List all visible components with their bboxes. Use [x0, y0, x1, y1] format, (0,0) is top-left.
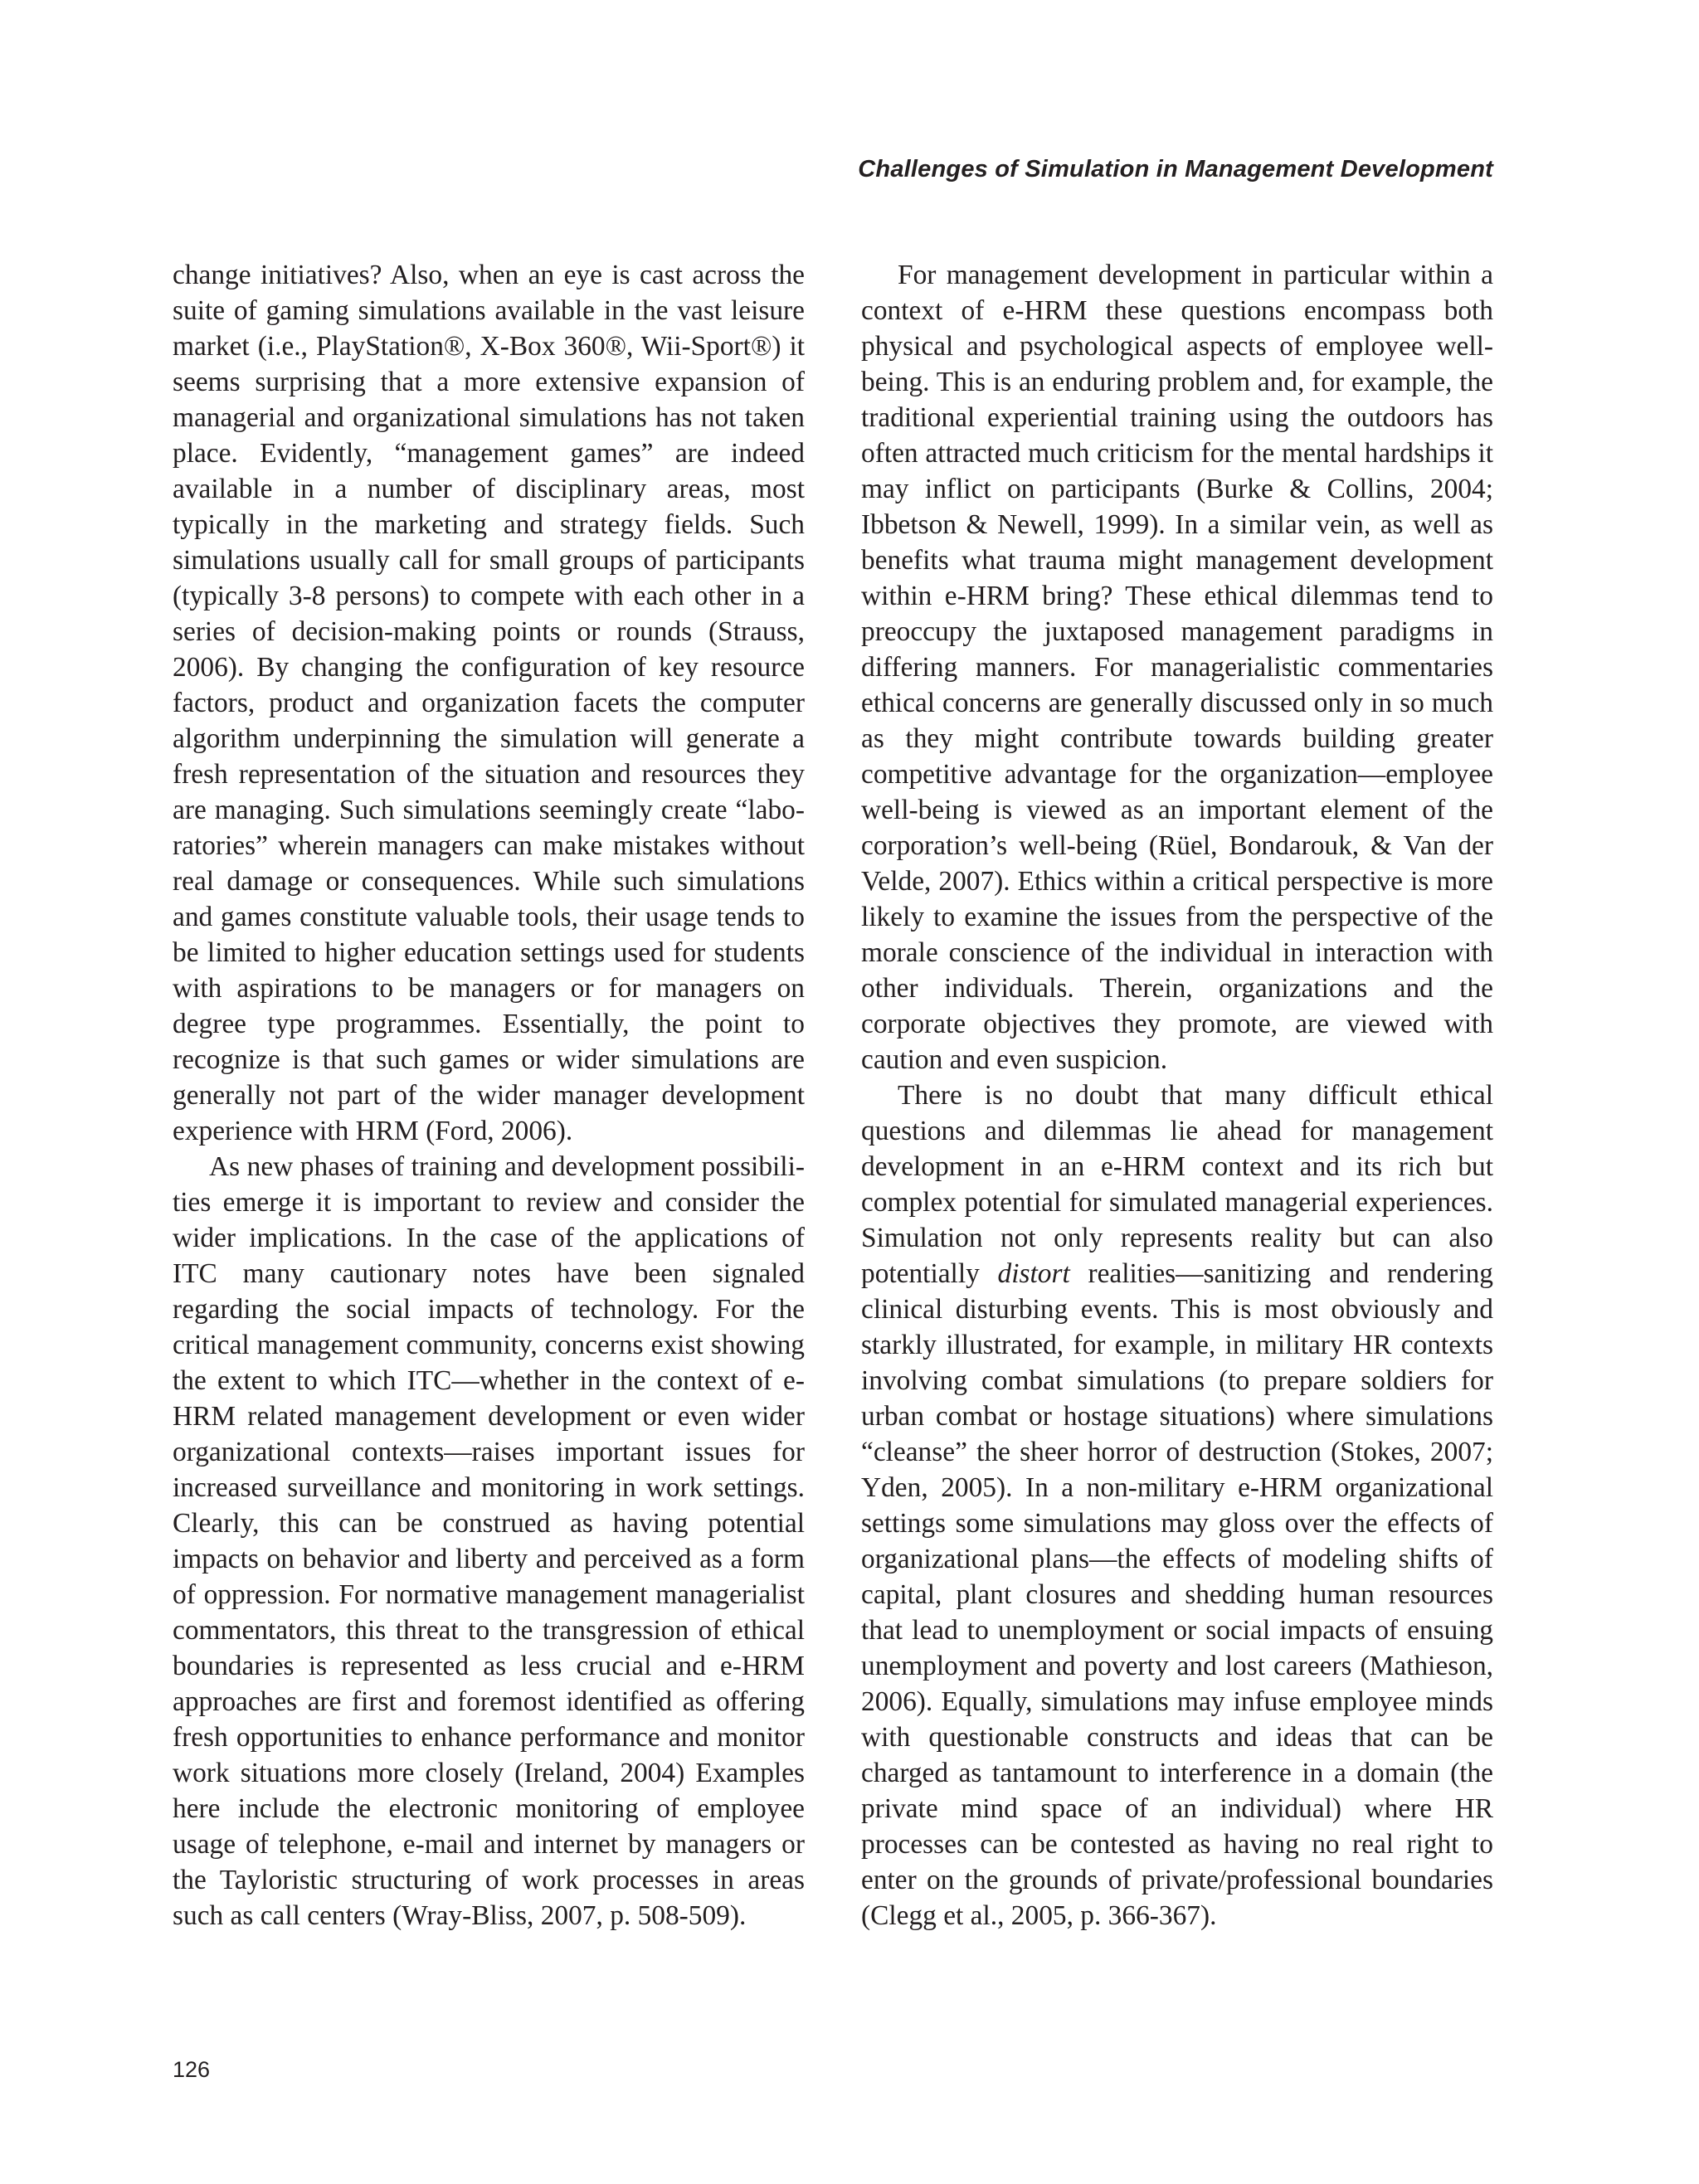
running-header-title: Challenges of Simulation in Management Development [858, 156, 1493, 182]
left-paragraph-2: As new phases of training and development possibilities emerge it is important to review and consider the wider implications. In the case of the applications of ITC many cautionary notes have been signaled regarding the social impacts of technology. For the critical management community, concerns exist showing the extent to which ITC—whether in the context of e-HRM related management development or even wider organizational contexts—raises important issues for increased surveillance and monitoring in work settings. Clearly, this can be construed as having potential impacts on behavior and liberty and perceived as a form of oppression. For normative management managerialist commentators, this threat to the transgression of ethical boundaries is represented as less crucial and e-HRM approaches are first and foremost identified as offering fresh opportunities to enhance performance and monitor work situations more closely (Ireland, 2004) Examples here include the electronic monitoring of employee usage of telephone, e-mail and internet by managers or the Tayloristic structuring of work processes in areas such as call centers (Wray-Bliss, 2007, p. 508-509). [173, 1151, 805, 1931]
right-paragraph-2-emphasis: distort [997, 1258, 1070, 1289]
right-paragraph-2-text-b: realities—sanitizing and rendering clinical disturbing events. This is most obviously and starkly illustrated, for example, in military HR contexts involving combat simulations (to prepare soldiers for urban combat or hostage situations) where simulations “cleanse” the sheer horror of destruction (Stokes, 2007; Yden, 2005). In a non-military e-HRM organizational settings some simulations may gloss over the effects of organizational plans—the effects of modeling shifts of capital, plant closures and shedding human resources that lead to unemployment or social impacts of ensuing unemployment and poverty and lost careers (Mathieson, 2006). Equally, simulations may infuse employee minds with questionable constructs and ideas that can be charged as tantamount to interference in a domain (the private mind space of an individual) where HR processes can be contested as having no real right to enter on the grounds of private/professional boundaries (Clegg et al., 2005, p. 366-367). [861, 1258, 1493, 1931]
right-paragraph-1: For management development in particular within a context of e-HRM these questions encompass both physical and psychological aspects of employee well-being. This is an enduring problem and, for example, the traditional experiential training using the outdoors has often attracted much criticism for the mental hardships it may inflict on participants (Burke & Collins, 2004; Ibbetson & Newell, 1999). In a similar vein, as well as benefits what trauma might management development within e-HRM bring? These ethical dilemmas tend to preoccupy the juxtaposed management paradigms in differing manners. For managerialistic commentaries ethical concerns are generally discussed only in so much as they might contribute towards building greater competitive advantage for the organization—employee well-being is viewed as an important element of the corporation’s well-being (Rüel, Bondarouk, & Van der Velde, 2007). Ethics within a critical perspective is more likely to examine the issues from the perspective of the morale conscience of the individual in interaction with other individuals. Therein, organizations and the corporate objectives they promote, are viewed with caution and even suspicion. [861, 260, 1493, 1075]
right-column [861, 257, 1493, 1933]
body-columns [173, 257, 1493, 1933]
right-paragraph-2-text-a: There is no doubt that many difficult ethical questions and dilemmas lie ahead for management development in an e-HRM context and its rich but complex potential for simulated managerial experiences. Simulation not only represents reality but can also potentially [861, 1080, 1493, 1289]
left-paragraph-1: change initiatives? Also, when an eye is cast across the suite of gaming simulations available in the vast leisure market (i.e., PlayStation®, X-Box 360®, Wii-Sport®) it seems surprising that a more extensive expansion of managerial and organizational simulations has not taken place. Evidently, “management games” are indeed available in a number of disciplinary areas, most typically in the marketing and strategy fields. Such simulations usually call for small groups of participants (typically 3-8 persons) to compete with each other in a series of decision-making points or rounds (Strauss, 2006). By changing the configuration of key resource factors, product and organization facets the computer algorithm underpinning the simulation will generate a fresh representation of the situation and resources they are managing. Such simulations seemingly create “laboratories” wherein managers can make mistakes without real damage or consequences. While such simulations and games constitute valuable tools, their usage tends to be limited to higher education settings used for students with aspirations to be managers or for managers on degree type programmes. Essentially, the point to recognize is that such games or wider simulations are generally not part of the wider manager development experience with HRM (Ford, 2006). [173, 260, 805, 1146]
page-number: 126 [173, 2057, 211, 2082]
right-paragraph-2 [861, 1077, 1493, 1933]
left-column [173, 257, 805, 1933]
